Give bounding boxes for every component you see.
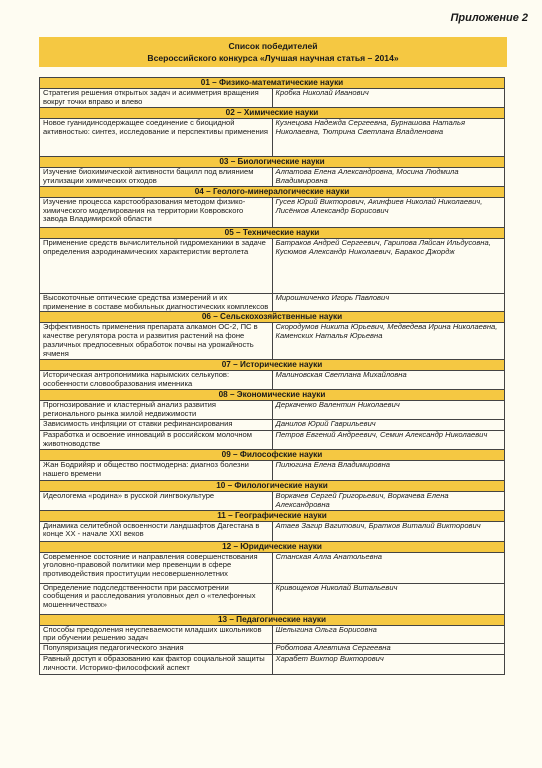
winner-row <box>40 293 505 312</box>
appendix-label: Приложение 2 <box>450 12 528 24</box>
section-heading: 03 – Биологические науки <box>40 156 505 167</box>
header-title: Список победителей <box>228 41 318 51</box>
section-heading-row <box>40 541 505 552</box>
section-heading: 09 – Философские науки <box>40 449 505 460</box>
article-authors: Атаев Загир Вагитович, Братков Виталий Викторович <box>272 521 505 541</box>
section-heading: 10 – Филологические науки <box>40 480 505 491</box>
article-authors: Харабет Виктор Викторович <box>272 655 505 675</box>
section-heading-row <box>40 449 505 460</box>
winner-row <box>40 167 505 186</box>
article-title: Разработка и освоение инноваций в российском молочном животноводстве <box>40 430 273 449</box>
article-title: Изучение процесса карстообразования методом физико-химического моделирования на территории Ковровского завода Владимирской области <box>40 197 273 227</box>
winner-row <box>40 583 505 614</box>
section-heading-row <box>40 360 505 371</box>
article-authors: Гусев Юрий Викторович, Акинфиев Николай Николаевич, Лисёнков Александр Борисович <box>272 197 505 227</box>
section-heading: 13 – Педагогические науки <box>40 614 505 625</box>
article-authors: Малиновская Светлана Михайловна <box>272 371 505 390</box>
article-authors: Пилюгина Елена Владимировна <box>272 460 505 480</box>
article-title: Жан Бодрийяр и общество постмодерна: диагноз болезни нашего времени <box>40 460 273 480</box>
section-heading: 02 – Химические науки <box>40 107 505 118</box>
article-title: Историческая антропонимика нарымских селькупов: особенности словообразования именника <box>40 371 273 390</box>
winner-row <box>40 552 505 583</box>
article-title: Динамика селитебной освоенности ландшафтов Дагестана в конце XX - начале XXI веков <box>40 521 273 541</box>
winner-row <box>40 118 505 156</box>
article-authors: Шелыгина Ольга Борисовна <box>272 625 505 644</box>
section-heading: 05 – Технические науки <box>40 227 505 238</box>
article-authors: Данилов Юрий Гаврильевич <box>272 419 505 430</box>
winner-row <box>40 419 505 430</box>
winner-row <box>40 238 505 293</box>
article-title: Идеологема «родина» в русской лингвокультуре <box>40 491 273 510</box>
winner-row <box>40 521 505 541</box>
winner-row <box>40 323 505 360</box>
section-heading-row <box>40 78 505 89</box>
header-subtitle: Всероссийского конкурса «Лучшая научная статья – 2014» <box>147 53 399 63</box>
article-title: Современное состояние и направления совершенствования уголовно-правовой политики мер превенции в сфере противодействия проституции несовершеннолетних <box>40 552 273 583</box>
article-title: Способы преодоления неуспеваемости младших школьников при обучении решению задач <box>40 625 273 644</box>
winner-row <box>40 430 505 449</box>
section-heading: 06 – Сельскохозяйственные науки <box>40 312 505 323</box>
article-authors: Скородумов Никита Юрьевич, Медведева Ирина Николаевна, Каменских Наталья Юрьевна <box>272 323 505 360</box>
section-heading-row <box>40 389 505 400</box>
section-heading: 07 – Исторические науки <box>40 360 505 371</box>
article-title: Применение средств вычислительной гидромеханики в задаче определения аэродинамических характеристик вертолета <box>40 238 273 293</box>
winner-row <box>40 400 505 419</box>
article-title: Определение подследственности при рассмотрении сообщения и расследования уголовных дел о «телефонных мошенничествах» <box>40 583 273 614</box>
winner-row <box>40 197 505 227</box>
section-heading-row <box>40 186 505 197</box>
winner-row <box>40 655 505 675</box>
section-heading-row <box>40 480 505 491</box>
section-heading: 04 – Геолого-минералогические науки <box>40 186 505 197</box>
article-authors: Станская Алла Анатольевна <box>272 552 505 583</box>
article-title: Зависимость инфляции от ставки рефинансирования <box>40 419 273 430</box>
section-heading-row <box>40 614 505 625</box>
article-authors: Алпатова Елена Александровна, Мосина Людмила Владимировна <box>272 167 505 186</box>
article-title: Изучение биохимической активности бацилл под влиянием утилизации химических отходов <box>40 167 273 186</box>
winner-row <box>40 625 505 644</box>
section-heading-row <box>40 510 505 521</box>
winners-table <box>39 77 505 675</box>
article-title: Равный доступ к образованию как фактор социальной защиты личности. Историко-философский аспект <box>40 655 273 675</box>
section-heading-row <box>40 312 505 323</box>
article-authors: Кузнецова Надежда Сергеевна, Бурнашова Наталья Николаевна, Тютрина Светлана Владленовна <box>272 118 505 156</box>
winner-row <box>40 460 505 480</box>
section-heading: 12 – Юридические науки <box>40 541 505 552</box>
section-heading: 08 – Экономические науки <box>40 389 505 400</box>
article-title: Стратегия решения открытых задач и асимметрия вращения вокруг точки вправо и влево <box>40 89 273 108</box>
winner-row <box>40 89 505 108</box>
article-authors: Мирошниченко Игорь Павлович <box>272 293 505 312</box>
article-authors: Кривощеков Николай Витальевич <box>272 583 505 614</box>
article-authors: Петров Евгений Андреевич, Семин Александр Николаевич <box>272 430 505 449</box>
article-authors: Воркачев Сергей Григорьевич, Воркачева Елена Александровна <box>272 491 505 510</box>
article-title: Новое гуанидинсодержащее соединение с биоцидной активностью: синтез, исследование и перспективы применения <box>40 118 273 156</box>
section-heading-row <box>40 156 505 167</box>
article-title: Эффективность применения препарата алкамон ОС-2, ПС в качестве регулятора роста и развития растений на фоне различных предпосевных обработок почвы на урожайность ячменя <box>40 323 273 360</box>
document-header <box>39 37 507 67</box>
section-heading: 11 – Географические науки <box>40 510 505 521</box>
article-authors: Деркаченко Валентин Николаевич <box>272 400 505 419</box>
winner-row <box>40 491 505 510</box>
article-title: Популяризация педагогического знания <box>40 644 273 655</box>
winner-row <box>40 371 505 390</box>
article-authors: Кробка Николай Иванович <box>272 89 505 108</box>
article-authors: Роботова Алевтина Сергеевна <box>272 644 505 655</box>
section-heading-row <box>40 227 505 238</box>
section-heading-row <box>40 107 505 118</box>
article-title: Высокоточные оптические средства измерений и их применение в составе мобильных диагностических комплексов <box>40 293 273 312</box>
winner-row <box>40 644 505 655</box>
article-title: Прогнозирование и кластерный анализ развития регионального рынка жилой недвижимости <box>40 400 273 419</box>
section-heading: 01 – Физико-математические науки <box>40 78 505 89</box>
article-authors: Батраков Андрей Сергеевич, Гарипова Ляйсан Ильдусовна, Кусюмов Александр Николаевич, Баракос Джордж <box>272 238 505 293</box>
